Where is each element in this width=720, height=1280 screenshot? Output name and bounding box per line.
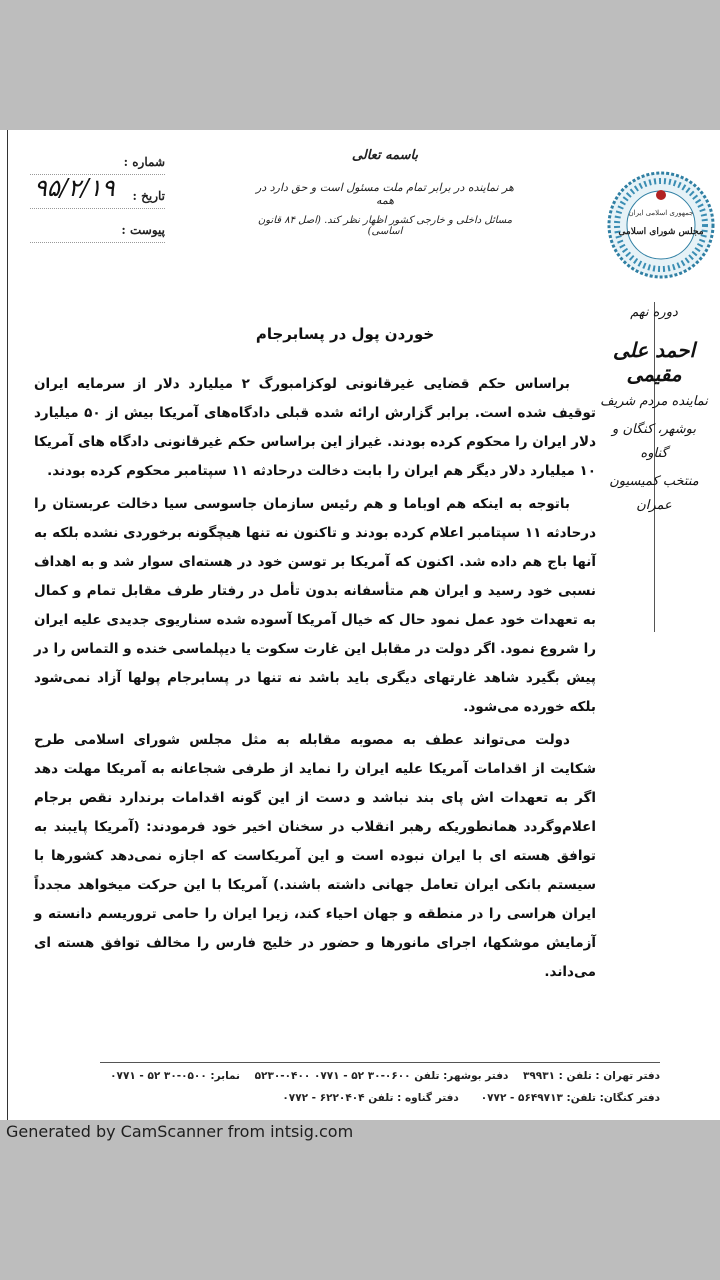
rep-title-line-3: منتخب کمیسیون عمران bbox=[609, 474, 699, 513]
motto-line-2: مسائل داخلی و خارجی کشور اظهار نظر کند. (اصل ۸۴ قانون اساسی) bbox=[257, 215, 513, 237]
footer-divider bbox=[100, 1062, 660, 1063]
invocation: باسمه تعالی bbox=[351, 148, 419, 163]
emblem-text: مجلس شورای اسلامی bbox=[618, 227, 704, 237]
rep-title-line-1: نماینده مردم شریف bbox=[600, 394, 708, 409]
date-label: تاریخ : bbox=[132, 189, 165, 203]
number-row bbox=[30, 150, 165, 175]
representative-name: احمد علی مقیمی bbox=[612, 338, 696, 386]
bushehr-office: دفتر بوشهر: تلفن ۰۶۰۰-۳۰ ۵۲ - ۰۷۷۱ ۰۴۰۰-۵۲۳۰ bbox=[254, 1070, 509, 1082]
bushehr-fax: نمابر: ۰۵۰۰-۳۰ ۵۲ - ۰۷۷۱ bbox=[110, 1070, 241, 1082]
letterhead-motto bbox=[250, 148, 520, 237]
letter-meta-block bbox=[30, 150, 165, 252]
tehran-office: دفتر تهران : تلفن : ۳۹۹۳۱ bbox=[522, 1070, 660, 1082]
office-contacts-footer bbox=[100, 1065, 660, 1109]
document-title: خوردن پول در پسابرجام bbox=[255, 325, 435, 343]
attachment-label: پیوست : bbox=[121, 223, 165, 237]
letter-page bbox=[0, 130, 720, 1120]
handwritten-date: ۹۵/۲/۱۹ bbox=[34, 174, 115, 202]
number-label: شماره : bbox=[123, 155, 165, 169]
attachment-row bbox=[30, 218, 165, 243]
genaveh-office: دفتر گناوه : تلفن ۶۲۲۰۴۰۴ - ۰۷۷۲ bbox=[282, 1092, 459, 1104]
parliament-period: دوره نهم bbox=[630, 305, 678, 320]
date-row bbox=[30, 174, 165, 209]
paragraph: باتوجه به اینکه هم اوباما و هم رئیس سازمان جاسوسی سیا دخالت عربستان را درحادثه ۱۱ سپتامبر اعلام کرده بودند و تاکنون نه تنها هیچگونه برخوردی نشده بلکه به آنها باج هم داده شد. اکنون که آمریکا بر توسن خود در هسته‌ای سوار شد و به اهداف نسبی خود رسید و ایران هم متأسفانه بدون تأمل در رفتار طرف مقابل تمام و کمال به تعهدات خود عمل نمود حال که خیال آمریکا آسوده شده سناریوی جدیدی علیه ایران را شروع نمود. اگر دولت در مقابل این غارت سکوت یا دیپلماسی خنده و التماس را در پیش بگیرد شاهد غارتهای دیگری باید باشد نه تنها در پسابرجام پولها آزاد نمی‌شود بلکه خورده می‌شود. bbox=[34, 496, 596, 715]
paragraph: دولت می‌تواند عطف به مصوبه مقابله به مثل مجلس شورای اسلامی طرح شکایت از اقدامات آمریکا علیه ایران را نماید از طرفی شجاعانه به آمریکا مهلت دهد اگر به تعهدات اش پای بند نباشد و دست از این گونه اقدامات برندارد نقص برجام اعلام‌وگردد همانطوریکه رهبر انقلاب در سخنان اخیر خود فرمودند: (آمریکا پایبند به توافق هسته ای با ایران نبوده است و این آمریکاست که اجازه نمی‌دهد کشورها با سیستم بانکی ایران تعامل جهانی داشته باشند.) آمریکا با این حرکت میخواهد مجدداً ایران هراسی را در منطقه و جهان احیاء کند، زیرا ایران را حامی تروریسم دانسته و آزمایش موشکها، اجرای مانورها و حضور در خلیج فارس را مخالف توافق هسته ای می‌داند. bbox=[34, 732, 596, 980]
camscanner-watermark: Generated by CamScanner from intsig.com bbox=[6, 1122, 354, 1141]
paragraph: براساس حکم قضایی غیرقانونی لوکزامبورگ ۲ میلیارد دلار از سرمایه ایران توقیف شده است. برابر گزارش ارائه شده قبلی دادگاه‌های آمریکا بیش از ۵۰ میلیارد دلار ایران را محکوم کرده بودند. غیراز این براساس حکم غیرقانونی دادگاه های آمریکا ۱۰ میلیارد دلار دیگر هم ایران را بابت دخالت درحادثه ۱۱ سپتامبر محکوم کرده بودند. bbox=[34, 376, 596, 479]
parliament-emblem-icon bbox=[606, 170, 716, 290]
kangan-office: دفتر کنگان: تلفن: ۵۶۴۹۷۱۳ - ۰۷۷۲ bbox=[480, 1092, 660, 1104]
page-edge-line bbox=[7, 130, 8, 1120]
document-body bbox=[34, 370, 596, 991]
representative-block bbox=[598, 295, 710, 518]
motto-line-1: هر نماینده در برابر تمام ملت مسئول است و حق دارد در همه bbox=[256, 181, 514, 207]
emblem-subtext: جمهوری اسلامی ایران bbox=[628, 209, 694, 217]
rep-title-line-2: بوشهر، کنگان و گناوه bbox=[612, 422, 696, 461]
